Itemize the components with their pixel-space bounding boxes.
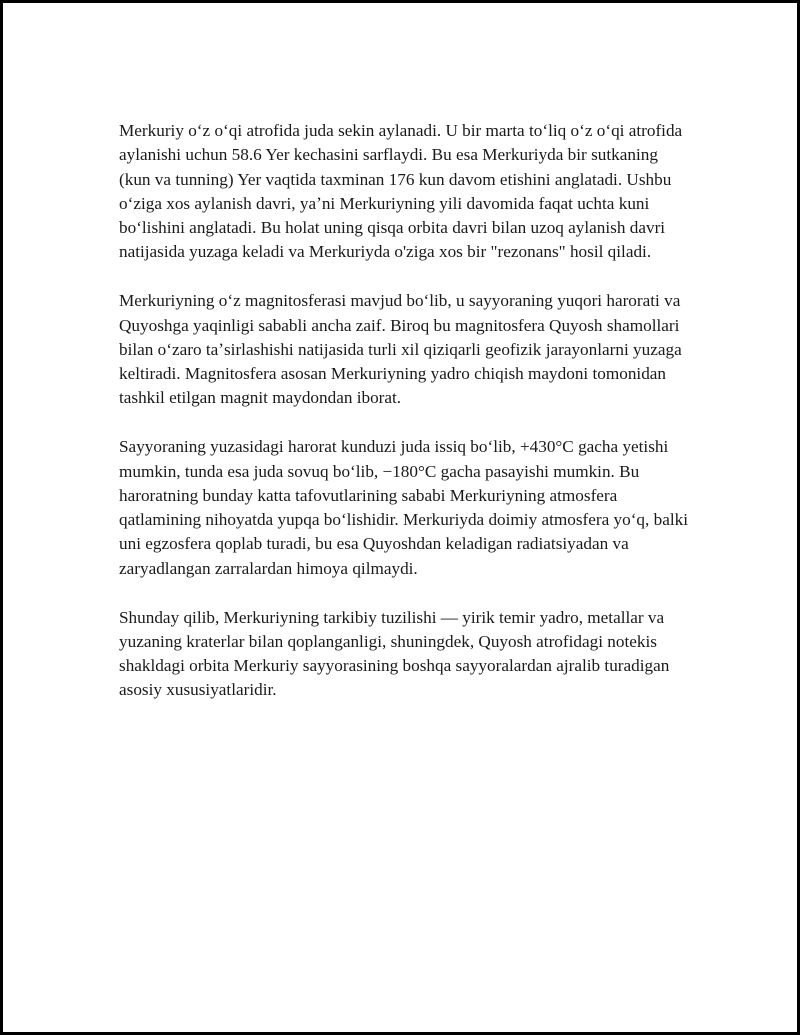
document-body xyxy=(119,119,693,727)
paragraph-magnetosphere: Merkuriyning oʻz magnitosferasi mavjud boʻlib, u sayyoraning yuqori harorati va Quyoshga yaqinligi sababli ancha zaif. Biroq bu magnitosfera Quyosh shamollari bilan oʻzaro taʼsirlashishi natijasida turli xil qiziqarli geofizik jarayonlarni yuzaga keltiradi. Magnitosfera asosan Merkuriyning yadro chiqish maydoni tomonidan tashkil etilgan magnit maydondan iborat. xyxy=(119,291,682,408)
paragraph-conclusion: Shunday qilib, Merkuriyning tarkibiy tuzilishi — yirik temir yadro, metallar va yuzaning kraterlar bilan qoplanganligi, shuningdek, Quyosh atrofidagi notekis shakldagi orbita Merkuriy sayyorasining boshqa sayyoralardan ajralib turadigan asosiy xususiyatlaridir. xyxy=(119,607,670,700)
paragraph-temperature: Sayyoraning yuzasidagi harorat kunduzi juda issiq boʻlib, +430°C gacha yetishi mumkin, tunda esa juda sovuq boʻlib, −180°C gacha pasayishi mumkin. Bu haroratning bunday katta tafovutlarining sababi Merkuriyning atmosfera qatlamining nihoyatda yupqa boʻlishidir. Merkuriyda doimiy atmosfera yoʻq, balki uni egzosfera qoplab turadi, bu esa Quyoshdan keladigan radiatsiyadan va zaryadlangan zarralardan himoya qilmaydi. xyxy=(119,437,688,578)
paragraph-rotation: Merkuriy oʻz oʻqi atrofida juda sekin aylanadi. U bir marta toʻliq oʻz oʻqi atrofida aylanishi uchun 58.6 Yer kechasini sarflaydi. Bu esa Merkuriyda bir sutkaning (kun va tunning) Yer vaqtida taxminan 176 kun davom etishini anglatadi. Ushbu oʻziga xos aylanish davri, yaʼni Merkuriyning yili davomida faqat uchta kuni boʻlishini anglatadi. Bu holat uning qisqa orbita davri bilan uzoq aylanish davri natijasida yuzaga keladi va Merkuriyda o'ziga xos bir "rezonans" hosil qiladi. xyxy=(119,121,683,262)
